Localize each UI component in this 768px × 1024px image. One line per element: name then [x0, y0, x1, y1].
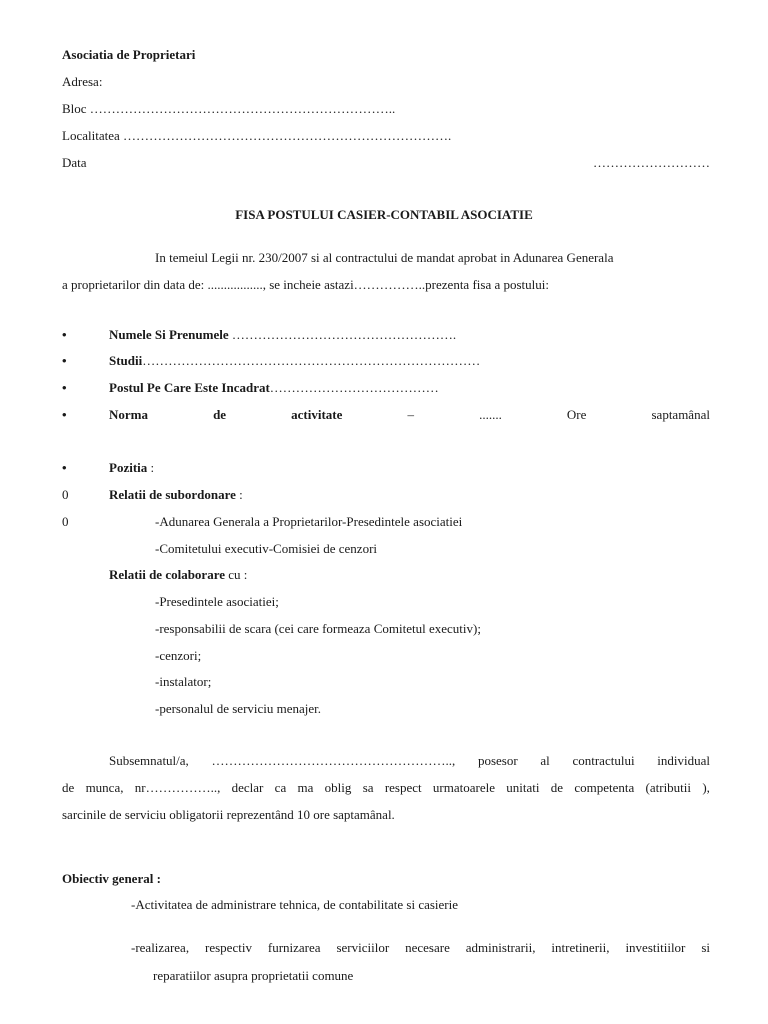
field-position-dots: …………………………………	[269, 380, 439, 395]
norm-word: .......	[479, 407, 502, 422]
objective-item-2-line-1	[131, 940, 710, 956]
field-studies-label: Studii	[109, 353, 143, 368]
bullet-studies: •	[62, 353, 67, 368]
pozitia-line	[109, 460, 154, 476]
subordination-label: Relatii de subordonare	[109, 487, 236, 502]
word: ca	[274, 780, 287, 795]
subordination-colon: :	[235, 487, 243, 502]
collab-item: -responsabilii de scara (cei care formeaza Comitetul executiv);	[155, 621, 481, 636]
field-norm	[109, 407, 710, 423]
norm-word: de	[213, 407, 227, 422]
norm-word: Ore	[566, 407, 587, 422]
field-name	[109, 327, 456, 343]
word: urmatoarele	[432, 780, 495, 795]
word: serviciilor	[336, 940, 390, 955]
date-label: Data	[62, 155, 87, 170]
undersigned-line-2	[62, 780, 710, 796]
address-line: Adresa:	[62, 74, 103, 89]
bullet-norm: •	[62, 407, 67, 422]
word: respectiv	[205, 940, 252, 955]
word: ),	[702, 780, 710, 795]
word: si	[701, 940, 710, 955]
date-value: ………………………	[593, 155, 710, 170]
subordination-line	[109, 487, 243, 503]
field-name-dots: …………………………………………….	[228, 327, 457, 342]
word: oblig	[324, 780, 352, 795]
word: declar	[231, 780, 264, 795]
block-line: Bloc ……………………………………………………………..	[62, 101, 396, 116]
word: furnizarea	[267, 940, 321, 955]
bullet-position: •	[62, 380, 67, 395]
field-studies-dots: ……………………………………………………………………	[142, 353, 481, 368]
objective-item-2-line-2: reparatiilor asupra proprietatii comune	[153, 968, 354, 983]
field-studies	[109, 353, 480, 369]
collab-item: -cenzori;	[155, 648, 202, 663]
marker-sub-item: 0	[62, 514, 69, 529]
pozitia-colon: :	[147, 460, 155, 475]
word: al	[540, 753, 550, 768]
sub-item-2: -Comitetului executiv-Comisiei de cenzori	[155, 541, 378, 556]
word: (atributii	[645, 780, 692, 795]
word: contractului	[572, 753, 635, 768]
intro-line-2: a proprietarilor din data de: ................., se incheie astazi……………..prezenta fisa a postului:	[62, 277, 549, 292]
bullet-name: •	[62, 327, 67, 342]
word: individual	[657, 753, 710, 768]
word: respect	[384, 780, 422, 795]
collab-line	[109, 567, 247, 583]
word: de	[62, 780, 75, 795]
word: administrarii,	[465, 940, 536, 955]
field-position-label: Postul Pe Care Este Incadrat	[109, 380, 270, 395]
association-name: Asociatia de Proprietari	[62, 47, 196, 62]
intro-line-1	[155, 250, 710, 266]
word: nr……………..,	[134, 780, 221, 795]
word: sa	[362, 780, 374, 795]
bullet-pozitia: •	[62, 460, 67, 475]
intro-line-1-text: In temeiul Legii nr. 230/2007 si al contractului de mandat aprobat in Adunarea Generala	[155, 250, 614, 265]
norm-word: activitate	[291, 407, 343, 422]
objective-item-1: -Activitatea de administrare tehnica, de contabilitate si casierie	[131, 897, 459, 912]
word: ma	[297, 780, 314, 795]
undersigned-line-3: sarcinile de serviciu obligatorii reprezentând 10 ore saptamânal.	[62, 807, 395, 822]
word: de	[550, 780, 564, 795]
norm-word: Norma	[109, 407, 148, 422]
word: Subsemnatul/a,	[109, 753, 189, 768]
collab-item: -personalul de serviciu menajer.	[155, 701, 322, 716]
word: necesare	[405, 940, 450, 955]
collab-item: -Presedintele asociatiei;	[155, 594, 279, 609]
field-position	[109, 380, 439, 396]
sub-item-1: -Adunarea Generala a Proprietarilor-Presedintele asociatiei	[155, 514, 463, 529]
norm-word: saptamânal	[651, 407, 710, 422]
document-title: FISA POSTULUI CASIER-CONTABIL ASOCIATIE	[235, 207, 533, 222]
word: intretinerii,	[551, 940, 610, 955]
undersigned-line-1	[109, 753, 710, 769]
word: ………………………………………………..,	[211, 753, 456, 768]
pozitia-label: Pozitia	[109, 460, 148, 475]
collab-suffix: cu :	[225, 567, 248, 582]
word: competenta	[574, 780, 635, 795]
norm-word: –	[407, 407, 414, 422]
word: unitati	[506, 780, 540, 795]
word: munca,	[85, 780, 124, 795]
collab-label: Relatii de colaborare	[109, 567, 226, 582]
locality-line: Localitatea ………………………………………………………………….	[62, 128, 452, 143]
word: posesor	[477, 753, 518, 768]
field-name-label: Numele Si Prenumele	[109, 327, 229, 342]
marker-subordination: 0	[62, 487, 69, 502]
word: investitiilor	[625, 940, 686, 955]
objective-label: Obiectiv general :	[62, 871, 161, 886]
collab-item: -instalator;	[155, 674, 212, 689]
word: -realizarea,	[131, 940, 190, 955]
